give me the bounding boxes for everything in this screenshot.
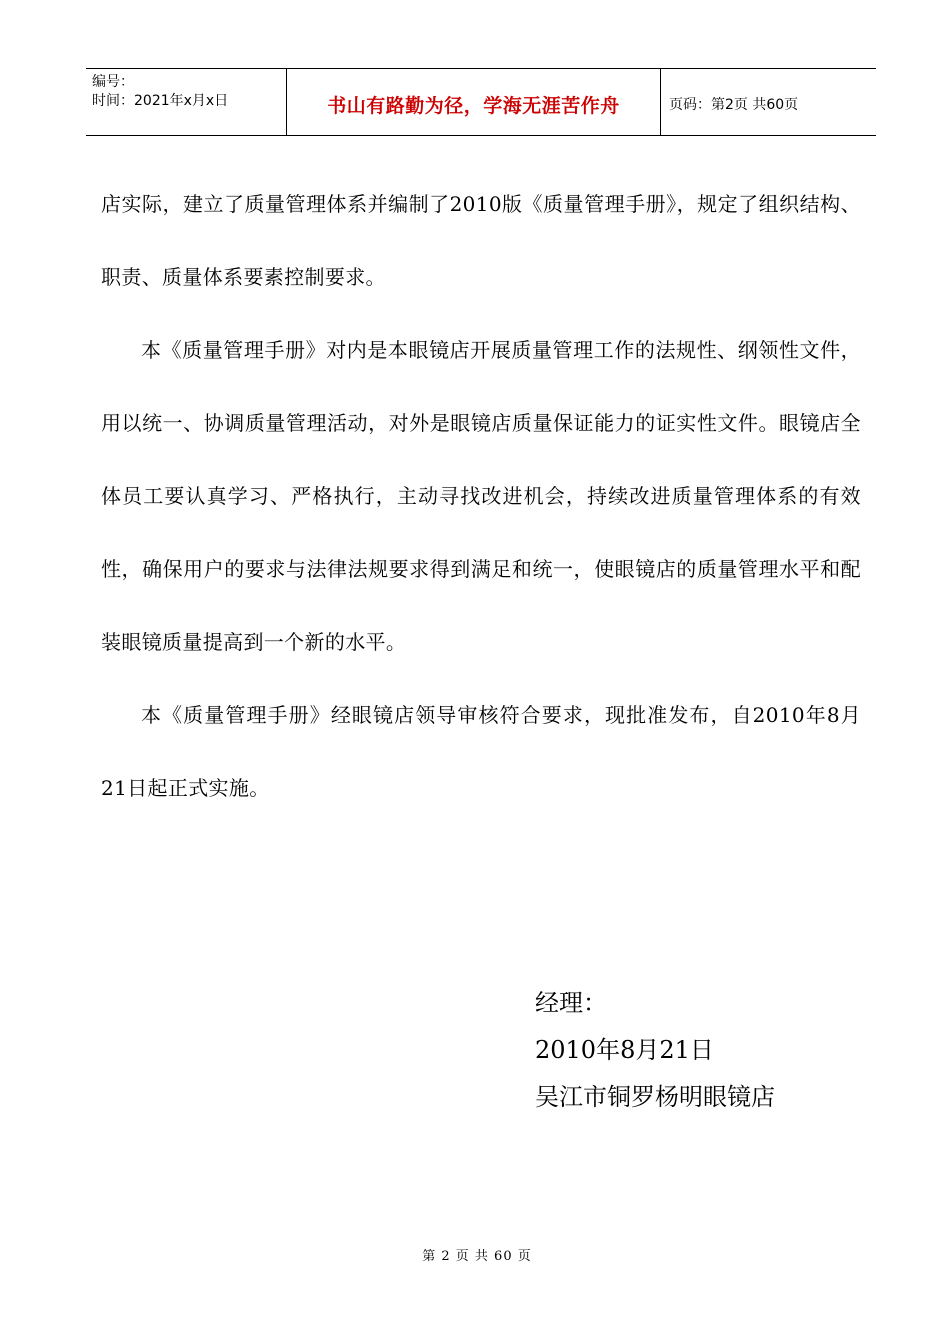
paragraph-2: 本《质量管理手册》对内是本眼镜店开展质量管理工作的法规性、纲领性文件，用以统一、协调质量管理活动，对外是眼镜店质量保证能力的证实性文件。眼镜店全体员工要认真学习、严格执行，主动寻找改进机会，持续改进质量管理体系的有效性，确保用户的要求与法律法规要求得到满足和统一，使眼镜店的质量管理水平和配装眼镜质量提高到一个新的水平。: [101, 338, 861, 654]
document-number-label: 编号：: [92, 74, 134, 90]
signature-date: 2010年8月21日: [535, 1036, 714, 1064]
header-page-number: 页码：第2页 共60页: [669, 96, 799, 113]
signature-organization: 吴江市铜罗杨明眼镜店: [535, 1083, 775, 1111]
page-header: [86, 68, 876, 136]
header-motto: 书山有路勤为径，学海无涯苦作舟: [287, 69, 661, 135]
paragraph-3: 本《质量管理手册》经眼镜店领导审核符合要求，现批准发布，自2010年8月21日起正式实施。: [101, 703, 861, 800]
signature-block: [535, 980, 775, 1121]
signature-title: 经理：: [535, 989, 607, 1017]
document-time-label: 时间：2021年x月x日: [92, 93, 229, 109]
page-footer: 第 2 页 共 60 页: [422, 1249, 532, 1264]
paragraph-1: 店实际，建立了质量管理体系并编制了2010版《质量管理手册》，规定了组织结构、职责、质量体系要素控制要求。: [101, 192, 861, 289]
header-info-cell: [86, 69, 287, 135]
document-body: [101, 168, 861, 825]
